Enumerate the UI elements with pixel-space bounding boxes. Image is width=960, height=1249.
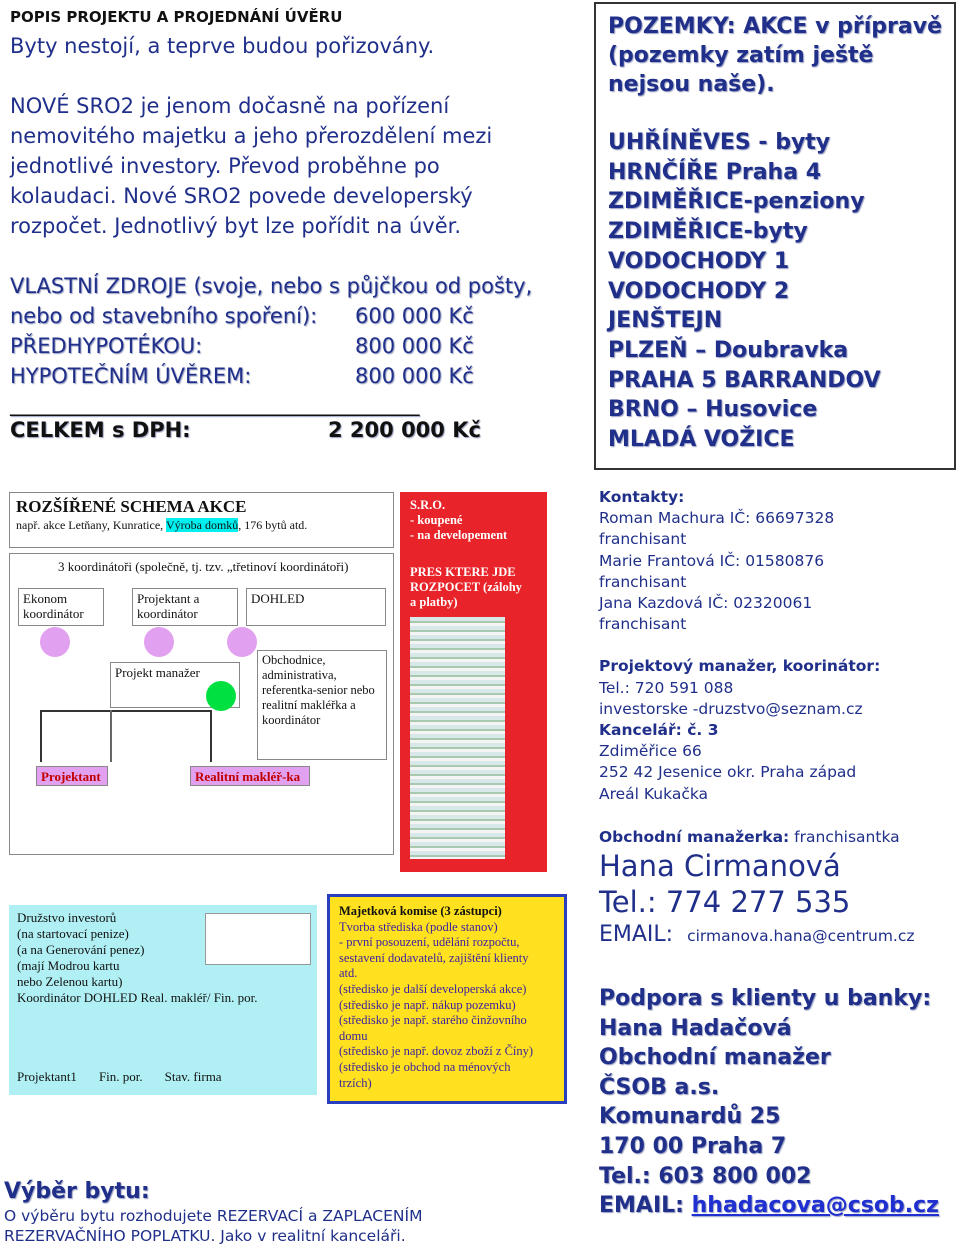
sales-name: Hana Cirmanová [599, 849, 841, 884]
site-item: MLADÁ VOŽICE [608, 427, 795, 453]
financing-line-2: nebo od stavebního spoření): 600 000 Kč [10, 304, 474, 328]
circle-purple [227, 627, 257, 657]
druzstvo-line: (a na Generování penez) [17, 942, 145, 957]
vyber-title: Výběr bytu: [4, 1179, 150, 1204]
intro-para-3: jednotlivé investory. Převod proběhne po [10, 154, 440, 178]
schema-main-box [9, 553, 394, 855]
bank-line: Komunardů 25 [599, 1104, 781, 1130]
site-item: VODOCHODY 2 [608, 278, 790, 304]
bank-email-link[interactable]: hhadacova@csob.cz [691, 1193, 939, 1219]
druzstvo-line: nebo Zelenou kartu) [17, 974, 123, 989]
komise-line: trzích) [339, 1075, 372, 1090]
schema-header-box [9, 492, 394, 548]
druzstvo-line: (mají Modrou kartu [17, 958, 120, 973]
red-line: - na developement [410, 528, 508, 542]
intro-para-1: NOVÉ SRO2 je jenom dočasně na pořízení [10, 94, 450, 118]
druzstvo-line: Družstvo investorů [17, 910, 117, 925]
intro-section [10, 31, 585, 445]
intro-para-2: nemovitého majetku a jeho přerozdělení mezi [10, 124, 493, 148]
komise-line: (středisko je obchod na ménových [339, 1059, 511, 1074]
financing-line-3: PŘEDHYPOTÉKOU: 800 000 Kč [10, 334, 474, 358]
connector-line [210, 710, 212, 762]
red-line: - koupené [410, 513, 463, 527]
sales-label-line: Obchodní manažerka: franchisantka [599, 827, 900, 846]
druzstvo-line: Koordinátor DOHLED Real. makléř/ Fin. por. [17, 990, 258, 1005]
druzstvo-bottom-item: Stav. firma [164, 1069, 222, 1084]
circle-green [206, 681, 236, 711]
bank-section [599, 984, 957, 1221]
schema-title: ROZŠÍŘENÉ SCHEMA AKCE [16, 497, 247, 516]
komise-line: (středisko je např. nákup pozemku) [339, 997, 516, 1012]
intro-line: Byty nestojí, a teprve budou pořizovány. [10, 34, 435, 58]
box-projektant-koord: Projektant a koordinátor [132, 588, 238, 626]
site-item: HRNČÍŘE Praha 4 [608, 159, 822, 185]
schema-subtitle: např. akce Letňany, Kunratice, Výroba domků, 176 bytů atd. [16, 518, 308, 532]
connector-line [110, 710, 112, 762]
card-thumbnail [205, 913, 311, 965]
circle-purple [144, 627, 174, 657]
contact-role: franchisant [599, 615, 687, 634]
komise-line: (středisko je např. starého činžovního [339, 1013, 527, 1028]
pm-email[interactable]: investorske -druzstvo@seznam.cz [599, 699, 863, 718]
contact-name: Marie Frantová IČ: 01580876 [599, 551, 825, 570]
connector-line [40, 710, 42, 762]
site-item: JENŠTEJN [608, 308, 723, 334]
spreadsheet-thumbnail [410, 617, 505, 859]
vyber-text-1: O výběru bytu rozhodujete REZERVACÍ a ZAPLACENÍM [4, 1207, 423, 1225]
red-line: S.R.O. [410, 498, 446, 512]
contact-role: franchisant [599, 572, 687, 591]
sales-tel: Tel.: 774 277 535 [599, 885, 851, 920]
schema-coord: 3 koordinátoři (společně, tj. tzv. „třetinoví koordinátoři) [58, 559, 349, 574]
financing-line-1: VLASTNÍ ZDROJE (svoje, nebo s půjčkou od pošty, [10, 274, 533, 298]
komise-title: Majetková komise (3 zástupci) [339, 904, 502, 918]
sro-red-panel [400, 492, 547, 872]
bank-email-line: EMAIL: hhadacova@csob.cz [599, 1193, 939, 1219]
pm-heading: Projektový manažer, koorinátor: [599, 657, 881, 676]
vyber-text-2: REZERVAČNÍHO POPLATKU. Jako v realitní kanceláři. [4, 1227, 406, 1245]
document-header: POPIS PROJEKTU A PROJEDNÁNÍ ÚVĚRU [10, 8, 343, 26]
druzstvo-bottom-item: Projektant1 [17, 1069, 77, 1084]
bank-line: ČSOB a.s. [599, 1074, 720, 1100]
druzstvo-box [9, 905, 317, 1095]
komise-box [327, 894, 567, 1104]
site-item: VODOCHODY 1 [608, 248, 790, 274]
druzstvo-line: (na startovací penize) [17, 926, 129, 941]
financing-total: CELKEM s DPH: 2 200 000 Kč [10, 418, 481, 442]
intro-para-5: rozpočet. Jednotlivý byt lze pořídit na úvěr. [10, 214, 462, 238]
circle-purple [40, 627, 70, 657]
komise-line: atd. [339, 966, 358, 981]
sales-email[interactable]: cirmanova.hana@centrum.cz [687, 927, 915, 946]
bank-line: Hana Hadačová [599, 1015, 792, 1041]
komise-line: - první posouzení, udělání rozpočtu, [339, 935, 520, 950]
box-pm: Projekt manažer [110, 662, 240, 708]
contact-name: Roman Machura IČ: 66697328 [599, 509, 835, 528]
office-line: Areál Kukačka [599, 784, 709, 803]
office-line: Zdiměřice 66 [599, 742, 702, 761]
vyber-section [4, 1178, 594, 1246]
pozemky-title-2: (pozemky zatím ještě [608, 43, 874, 68]
contact-name: Jana Kazdová IČ: 02320061 [599, 594, 813, 613]
komise-line: sestavení dodavatelů, zajištění klienty [339, 950, 529, 965]
komise-line: (středisko je další developerská akce) [339, 981, 527, 996]
box-projektant: Projektant [36, 766, 108, 786]
box-makler: Realitní makléř-ka [190, 766, 310, 786]
office-line: 252 42 Jesenice okr. Praha západ [599, 763, 857, 782]
pozemky-title-3: nejsou naše). [608, 72, 775, 97]
pozemky-title-1: POZEMKY: AKCE v přípravě [608, 14, 942, 39]
intro-para-4: kolaudaci. Nové SRO2 povede developerský [10, 184, 473, 208]
site-item: UHŘÍNĚVES - byty [608, 130, 831, 155]
komise-line: (středisko je např. dovoz zboží z Číny) [339, 1044, 534, 1059]
contacts-heading: Kontakty: [599, 488, 685, 506]
box-obchod: Obchodnice, administrativa, referentka-senior nebo realitní makléřka a koordinátor [257, 650, 387, 760]
box-ekonom: Ekonom koordinátor [18, 588, 104, 626]
red-line: a platby) [410, 595, 458, 609]
financing-separator: _______________________________________ [10, 392, 420, 416]
site-item: ZDIMĚŘICE-penziony [608, 189, 865, 215]
bank-line: Tel.: 603 800 002 [599, 1163, 812, 1189]
contact-role: franchisant [599, 530, 687, 549]
site-item: PRAHA 5 BARRANDOV [608, 367, 881, 393]
komise-line: domu [339, 1028, 368, 1043]
pozemky-box [594, 2, 956, 470]
red-line: PRES KTERE JDE [410, 565, 516, 579]
komise-line: Tvorba střediska (podle stanov) [339, 919, 498, 934]
financing-block [10, 271, 585, 445]
pm-tel: Tel.: 720 591 088 [599, 678, 734, 697]
site-item: BRNO – Husovice [608, 397, 818, 423]
financing-line-4: HYPOTEČNÍM ÚVĚREM: 800 000 Kč [10, 364, 474, 388]
site-item: PLZEŇ – Doubravka [608, 337, 849, 363]
bank-line: Obchodní manažer [599, 1045, 831, 1071]
red-line: ROZPOCET (zálohy [410, 580, 522, 594]
bank-line: 170 00 Praha 7 [599, 1133, 787, 1159]
box-dohled: DOHLED [246, 588, 386, 626]
connector-line [40, 710, 210, 712]
druzstvo-bottom-item: Fin. por. [98, 1069, 143, 1084]
office-label: Kancelář: č. 3 [599, 721, 719, 740]
sales-email-line: EMAIL: cirmanova.hana@centrum.cz [599, 922, 915, 948]
bank-line: Podpora s klienty u banky: [599, 986, 932, 1011]
contacts-section [599, 487, 957, 951]
site-item: ZDIMĚŘICE-byty [608, 219, 808, 245]
